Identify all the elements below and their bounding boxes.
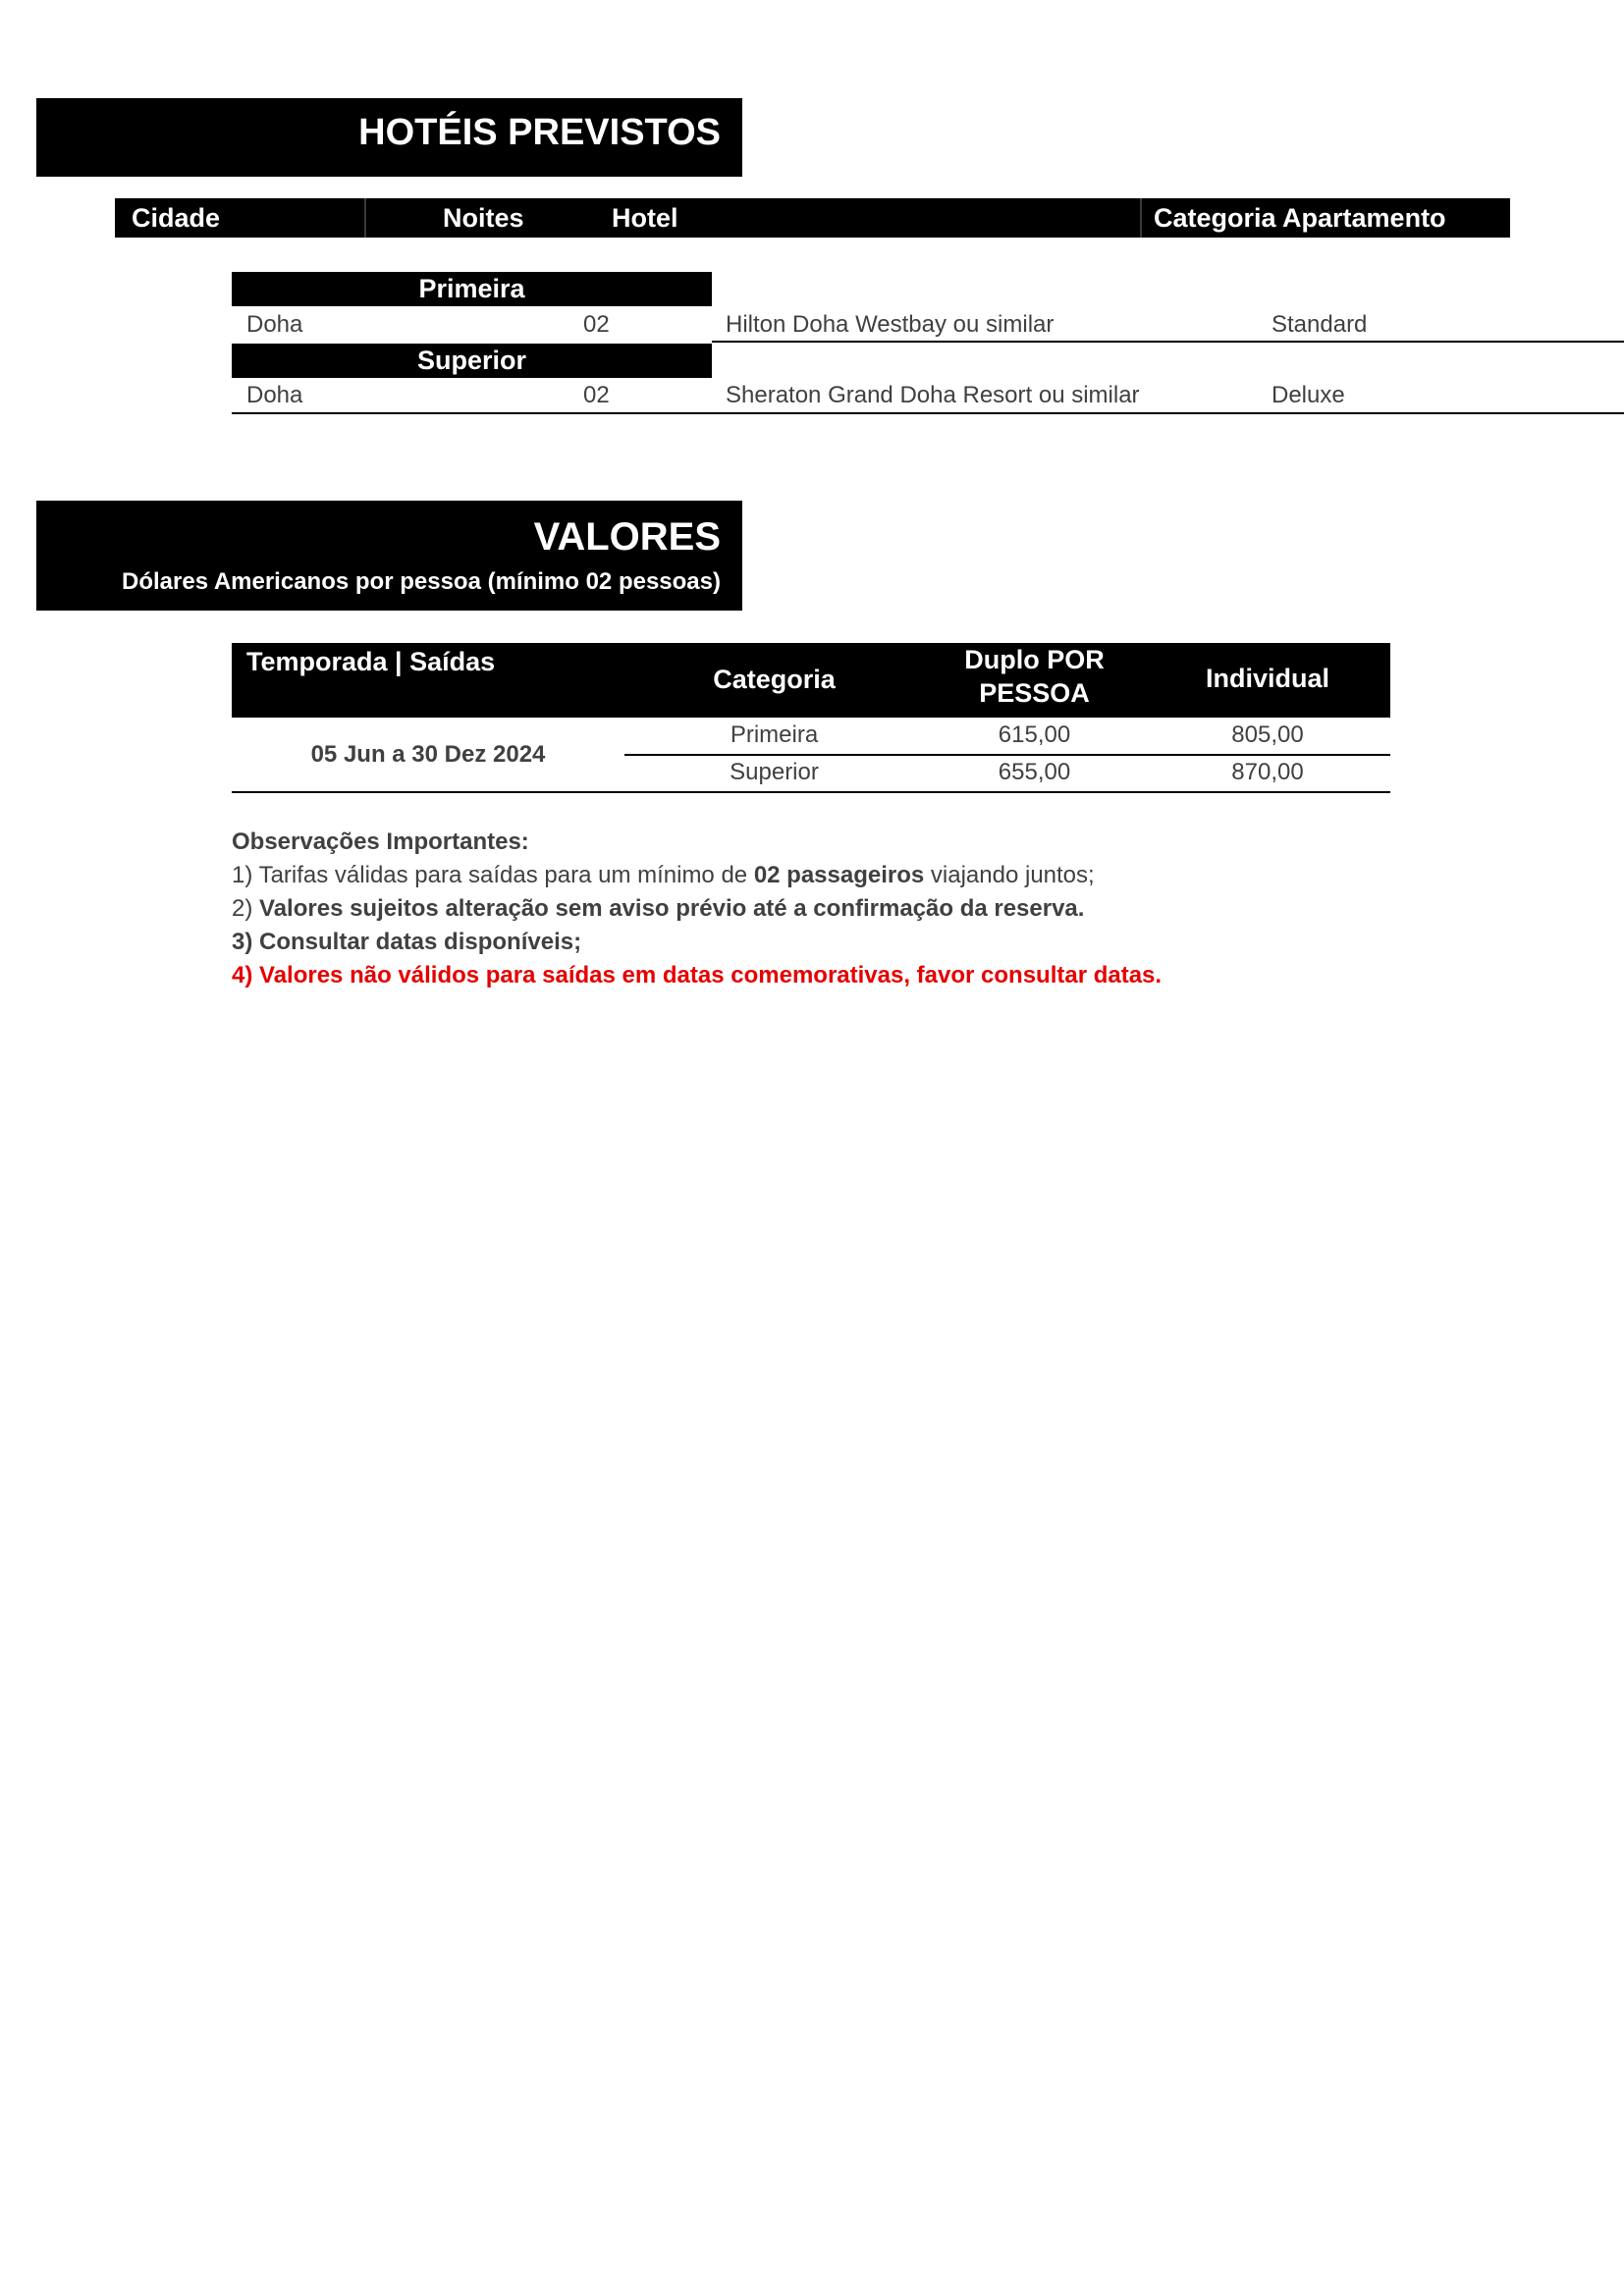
price-row-individual: 805,00 — [1231, 721, 1304, 748]
hoteis-title: HOTÉIS PREVISTOS — [358, 112, 721, 153]
observacao-item-4-warning: 4) Valores não válidos para saídas em datas comemorativas, favor consultar datas. — [232, 962, 1163, 988]
header-temporada — [232, 643, 624, 718]
hotel-table-header — [115, 198, 1510, 238]
hotel-row-hotel: Sheraton Grand Doha Resort ou similar — [726, 382, 1140, 408]
observacao-1-text-end: viajando juntos; — [924, 862, 1095, 888]
header-individual-label: Individual — [1205, 664, 1329, 693]
header-divider — [1140, 198, 1142, 238]
header-categoria — [624, 643, 924, 718]
category-bar-superior — [232, 344, 712, 378]
observacoes-title: Observações Importantes: — [232, 828, 529, 855]
hotel-row-nights: 02 — [583, 382, 610, 408]
header-individual — [1145, 643, 1390, 718]
hotel-row-nights: 02 — [583, 311, 610, 338]
valores-title: VALORES — [533, 515, 721, 559]
hotel-row-room: Deluxe — [1272, 382, 1345, 408]
category-bar-primeira — [232, 272, 712, 306]
valores-title-banner — [36, 501, 742, 611]
row-divider — [712, 341, 1624, 343]
hotel-row-hotel: Hilton Doha Westbay ou similar — [726, 311, 1055, 338]
observacao-2-bold: Valores sujeitos alteração sem aviso prévio até a confirmação da reserva. — [259, 895, 1085, 922]
category-label: Superior — [416, 346, 527, 375]
observacao-item-1 — [232, 862, 1095, 889]
header-categoria-apartamento: Categoria Apartamento — [1154, 203, 1446, 233]
header-duplo-line1: Duplo POR — [964, 645, 1105, 674]
header-cidade: Cidade — [132, 203, 221, 233]
header-duplo-line2: PESSOA — [979, 678, 1090, 708]
header-duplo — [924, 643, 1145, 718]
observacao-1-text: 1) Tarifas válidas para saídas para um mínimo de — [232, 862, 754, 888]
category-label: Primeira — [418, 274, 525, 303]
header-temporada-label: Temporada | Saídas — [246, 647, 496, 676]
hotel-row-room: Standard — [1272, 311, 1368, 338]
price-row-duplo: 655,00 — [998, 759, 1071, 785]
header-categoria-label: Categoria — [713, 665, 836, 694]
price-row-categoria: Superior — [730, 759, 819, 785]
period-cell: 05 Jun a 30 Dez 2024 — [310, 741, 546, 768]
observacao-1-bold: 02 passageiros — [753, 862, 925, 888]
row-divider — [232, 791, 1390, 793]
row-divider — [624, 754, 1390, 756]
observacao-2-number: 2) — [232, 895, 260, 922]
row-divider — [232, 412, 1624, 414]
valores-subtitle: Dólares Americanos por pessoa (mínimo 02 pessoas) — [122, 568, 721, 595]
price-row-individual: 870,00 — [1231, 759, 1304, 785]
header-divider — [364, 198, 366, 238]
hotel-row-city: Doha — [246, 311, 303, 338]
price-row-categoria: Primeira — [730, 721, 819, 748]
hotel-row-city: Doha — [246, 382, 303, 408]
observacao-item-3: 3) Consultar datas disponíveis; — [232, 929, 582, 955]
header-noites: Noites — [443, 203, 524, 233]
header-hotel: Hotel — [612, 203, 678, 233]
price-row-duplo: 615,00 — [998, 721, 1071, 748]
observacao-item-2 — [232, 895, 1084, 923]
hoteis-title-banner — [36, 98, 742, 177]
